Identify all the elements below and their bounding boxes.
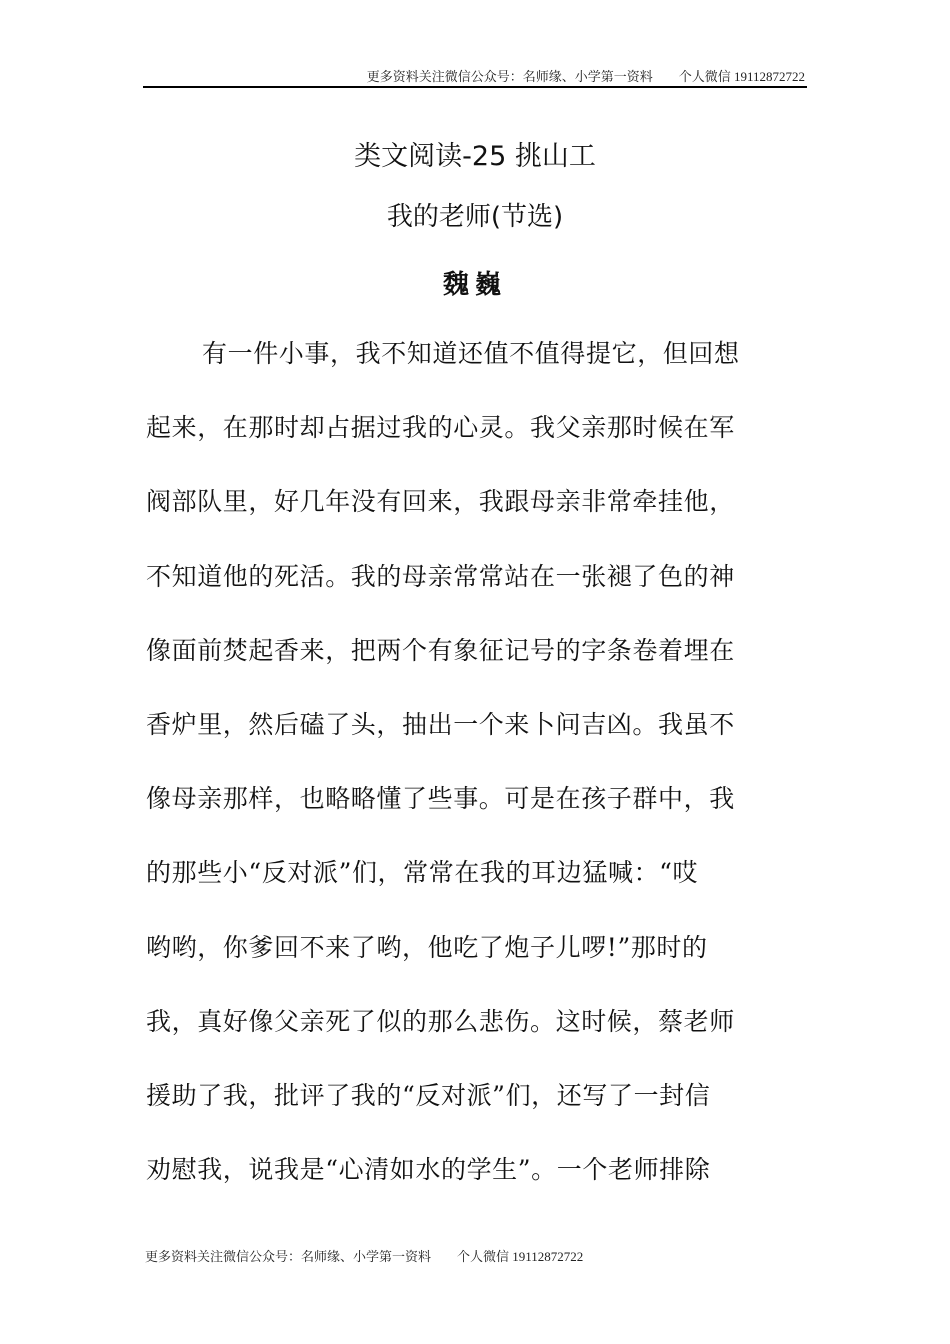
text-line: 阀部队里，好几年没有回来，我跟母亲非常牵挂他， <box>146 487 735 517</box>
text-line: 香炉里，然后磕了头，抽出一个来卜问吉凶。我虽不 <box>146 709 735 739</box>
text-line: 哟哟，你爹回不来了哟，他吃了炮子儿啰!”那时的 <box>146 932 708 962</box>
text-line: 援助了我，批评了我的“反对派”们，还写了一封信 <box>146 1080 711 1110</box>
text-line: 不知道他的死活。我的母亲常常站在一张褪了色的神 <box>146 561 735 591</box>
header-text: 更多资料关注微信公众号：名师缘、小学第一资料 个人微信 19112872722 <box>366 69 805 84</box>
text-line: 有一件小事，我不知道还值不值得提它，但回想 <box>202 339 740 368</box>
text-line: 像母亲那样，也略略懂了些事。可是在孩子群中，我 <box>146 784 735 814</box>
text-line: 的那些小“反对派”们，常常在我的耳边猛喊：“哎 <box>146 858 699 888</box>
document-subtitle: 我的老师(节选) <box>386 202 564 232</box>
document-author: 魏巍 <box>442 270 507 300</box>
page-header <box>143 60 807 88</box>
page-footer: 更多资料关注微信公众号：名师缘、小学第一资料 个人微信 19112872722 <box>145 1249 584 1264</box>
text-line: 我，真好像父亲死了似的那么悲伤。这时候，蔡老师 <box>146 1006 735 1036</box>
text-line: 起来，在那时却占据过我的心灵。我父亲那时候在军 <box>146 413 735 443</box>
body-text <box>146 326 806 1216</box>
text-line: 像面前焚起香来，把两个有象征记号的字条卷着埋在 <box>146 635 735 665</box>
text-line: 劝慰我，说我是“心清如水的学生”。一个老师排除 <box>146 1155 711 1185</box>
document-title: 类文阅读-25 挑山工 <box>354 141 596 172</box>
